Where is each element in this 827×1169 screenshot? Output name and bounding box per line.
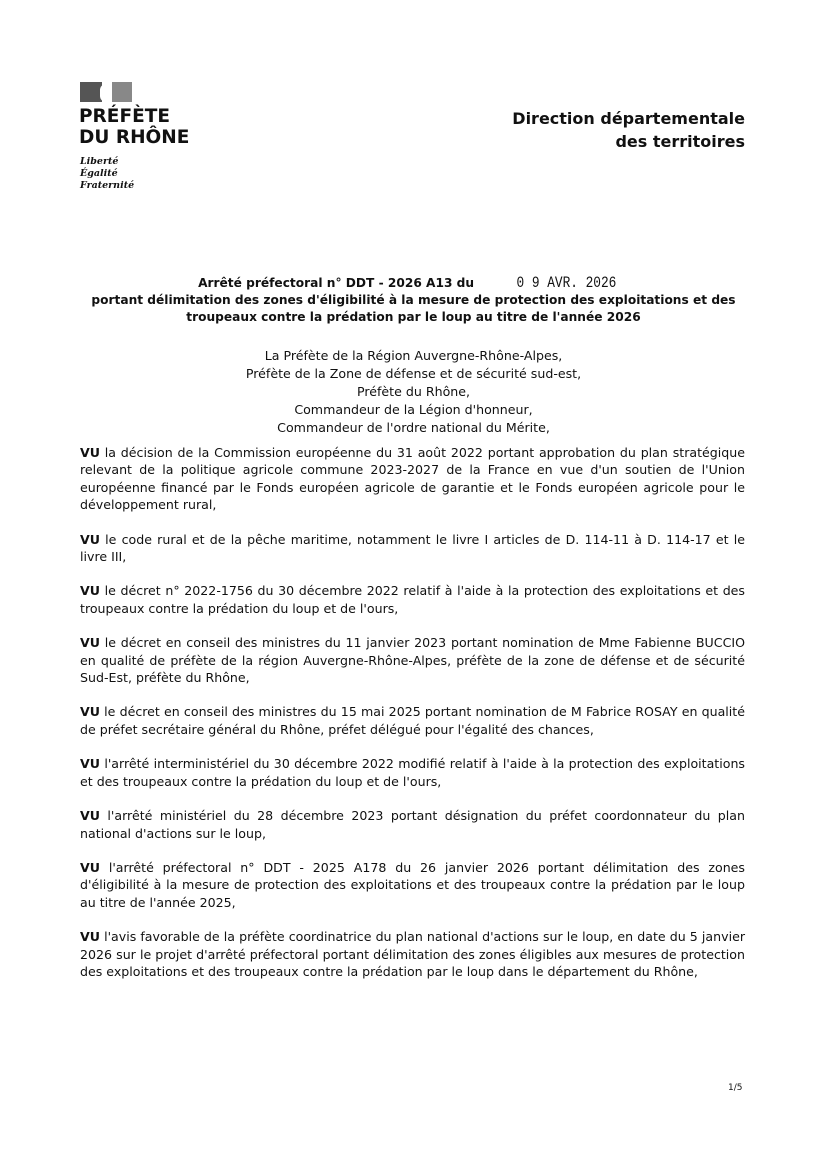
motto-fraternite: Fraternité (80, 180, 135, 191)
considerations (80, 444, 745, 997)
vu-label: VU (80, 445, 100, 460)
consideration (80, 703, 745, 738)
authority-block (60, 347, 767, 437)
vu-label: VU (80, 808, 100, 824)
vu-label: VU (80, 929, 100, 945)
consideration-text: le décret en conseil des ministres du 11 janvier 2023 portant nomination de Mme Fabienne BUCCIO en qualité de préfète de la région Auvergne-Rhône-Alpes, préfète de la zone de défense et de sécurité Sud-Est, préfète du Rhône, (80, 635, 745, 686)
authority-line: Commandeur de la Légion d'honneur, (294, 402, 533, 417)
logo-line-2: DU RHÔNE (79, 127, 190, 148)
consideration-text: l'avis favorable de la préfète coordinatrice du plan national d'actions sur le loup, en date du 5 janvier 2026 sur le projet d'arrêté préfectoral portant délimitation des zones éligibles aux mesures de protection des exploitations et des troupeaux contre la prédation par le loup dans le département du Rhône, (80, 929, 745, 979)
consideration (80, 755, 745, 790)
consideration-text: la décision de la Commission européenne du 31 août 2022 portant approbation du plan stratégique relevant de la politique agricole commune 2023-2027 de la France en vue d'un soutien de l'Union européenne financé par le Fonds européen agricole de garantie et le Fonds européen agricole pour le développement rural, (80, 445, 745, 513)
consideration-text: l'arrêté préfectoral n° DDT - 2025 A178 du 26 janvier 2026 portant délimitation des zones d'éligibilité à la mesure de protection des exploitations et des troupeaux contre la prédation par le loup au titre de l'année 2025, (80, 859, 745, 910)
vu-label: VU (80, 635, 100, 651)
motto-liberte: Liberté (80, 156, 119, 167)
consideration (80, 859, 745, 911)
vu-label: VU (80, 704, 100, 720)
consideration (80, 928, 745, 980)
marianne-logo-icon (80, 82, 132, 102)
decree-title (60, 275, 767, 326)
direction-line-1: Direction départementale (512, 109, 745, 128)
authority-line: La Préfète de la Région Auvergne-Rhône-Alpes, (264, 348, 563, 363)
authority-line: Préfète du Rhône, (356, 384, 471, 399)
decree-number: Arrêté préfectoral n° DDT - 2026 A13 du (198, 276, 475, 290)
motto (80, 156, 134, 192)
consideration (80, 444, 745, 514)
vu-label: VU (80, 583, 100, 599)
consideration-text: le code rural et de la pêche maritime, notamment le livre I articles de D. 114-11 à D. 114-17 et le livre III, (80, 531, 745, 565)
authority-line: Préfète de la Zone de défense et de sécurité sud-est, (245, 366, 582, 381)
date-stamp: 0 9 AVR. 2026 (516, 274, 617, 292)
consideration-text: l'arrêté interministériel du 30 décembre 2022 modifié relatif à l'aide à la protection des exploitations et des troupeaux contre la prédation du loup et de l'ours, (80, 756, 745, 789)
vu-label: VU (80, 531, 100, 547)
vu-label: VU (80, 756, 100, 772)
vu-label: VU (80, 859, 100, 875)
page-number: 1/5 (728, 1083, 743, 1093)
decree-subject: portant délimitation des zones d'éligibilité à la mesure de protection des exploitations et des troupeaux contre la prédation par le loup au titre de l'année 2026 (91, 293, 736, 324)
consideration-text: le décret n° 2022-1756 du 30 décembre 2022 relatif à l'aide à la protection des exploitations et des troupeaux contre la prédation du loup et de l'ours, (80, 583, 745, 616)
motto-egalite: Égalité (80, 168, 118, 179)
consideration (80, 582, 745, 617)
logo-line-1: PRÉFÈTE (79, 106, 170, 127)
consideration (80, 531, 745, 566)
authority-line: Commandeur de l'ordre national du Mérite, (277, 420, 550, 435)
direction-heading (512, 107, 745, 153)
consideration-text: le décret en conseil des ministres du 15 mai 2025 portant nomination de M Fabrice ROSAY en qualité de préfet secrétaire général du Rhône, préfet délégué pour l'égalité des chances, (80, 704, 745, 737)
consideration-text: l'arrêté ministériel du 28 décembre 2023 portant désignation du préfet coordonnateur du plan national d'actions sur le loup, (80, 808, 745, 841)
consideration (80, 634, 745, 686)
prefecture-name (79, 106, 189, 148)
consideration (80, 807, 745, 842)
direction-line-2: des territoires (615, 132, 745, 151)
